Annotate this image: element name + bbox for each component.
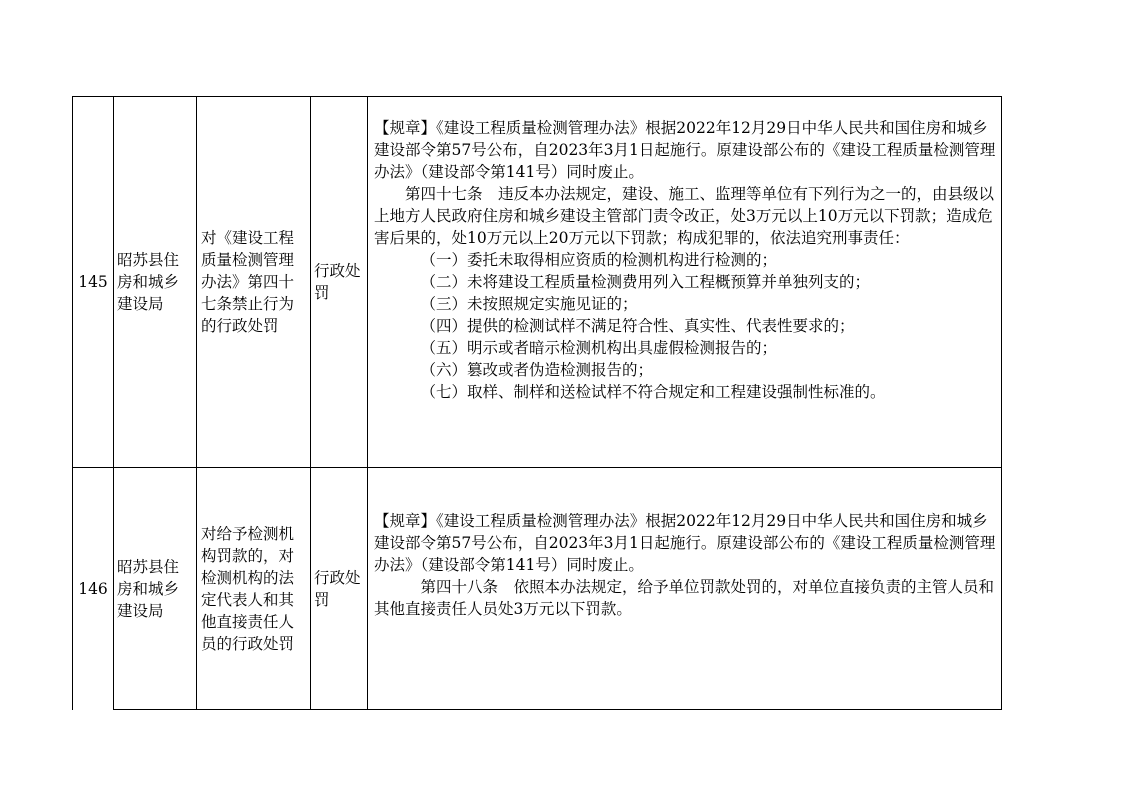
article-text: 第四十七条 违反本办法规定，建设、施工、监理等单位有下列行为之一的，由县级以上地方人民政府住房和城乡建设主管部门责令改正，处3万元以上10万元以下罚款；造成危害后果的，处10万元以上20万元以下罚款；构成犯罪的，依法追究刑事责任： — [374, 185, 995, 247]
department-cell[interactable] — [114, 468, 197, 710]
clause-item: （三）未按照规定实施见证的； — [420, 295, 638, 313]
clause-item: （四）提供的检测试样不满足符合性、真实性、代表性要求的； — [420, 317, 855, 335]
item-name-cell[interactable] — [197, 97, 311, 468]
penalty-table — [72, 96, 1002, 710]
spreadsheet-page — [72, 96, 1002, 653]
penalty-type-cell[interactable] — [311, 97, 368, 468]
table-row — [73, 97, 1002, 468]
item-name-text: 对《建设工程质量检测管理办法》第四十七条禁止行为的行政处罚 — [201, 229, 295, 335]
article-text: 第四十八条 依照本办法规定，给予单位罚款处罚的，对单位直接负责的主管人员和其他直接责任人员处3万元以下罚款。 — [374, 578, 995, 618]
legal-basis-cell[interactable] — [368, 468, 1002, 710]
department-cell[interactable] — [114, 97, 197, 468]
row-number[interactable]: 146 — [73, 468, 114, 710]
department-text: 昭苏县住房和城乡建设局 — [117, 251, 180, 313]
regulation-intro: 【规章】《建设工程质量检测管理办法》根据2022年12月29日中华人民共和国住房和城乡建设部令第57号公布，自2023年3月1日起施行。原建设部公布的《建设工程质量检测管理办法》（建设部令第141号）同时废止。 — [374, 119, 996, 181]
clause-item: （二）未将建设工程质量检测费用列入工程概预算并单独列支的； — [420, 273, 871, 291]
penalty-type-text: 行政处罚 — [314, 568, 361, 609]
row-number[interactable]: 145 — [73, 97, 114, 468]
clause-item: （六）篡改或者伪造检测报告的； — [420, 361, 654, 379]
penalty-type-text: 行政处罚 — [314, 262, 361, 302]
item-name-text: 对给予检测机构罚款的，对检测机构的法定代表人和其他直接责任人员的行政处罚 — [201, 524, 295, 653]
regulation-intro: 【规章】《建设工程质量检测管理办法》根据2022年12月29日中华人民共和国住房和城乡建设部令第57号公布，自2023年3月1日起施行。原建设部公布的《建设工程质量检测管理办法》（建设部令第141号）同时废止。 — [374, 512, 996, 574]
table-row — [73, 468, 1002, 710]
clause-item: （一）委托未取得相应资质的检测机构进行检测的； — [420, 251, 778, 269]
clause-item: （七）取样、制样和送检试样不符合规定和工程建设强制性标准的。 — [420, 383, 886, 401]
penalty-type-cell[interactable] — [311, 468, 368, 710]
department-text: 昭苏县住房和城乡建设局 — [117, 557, 180, 620]
legal-basis-cell[interactable] — [368, 97, 1002, 468]
item-name-cell[interactable] — [197, 468, 311, 710]
clause-item: （五）明示或者暗示检测机构出具虚假检测报告的； — [420, 339, 778, 357]
